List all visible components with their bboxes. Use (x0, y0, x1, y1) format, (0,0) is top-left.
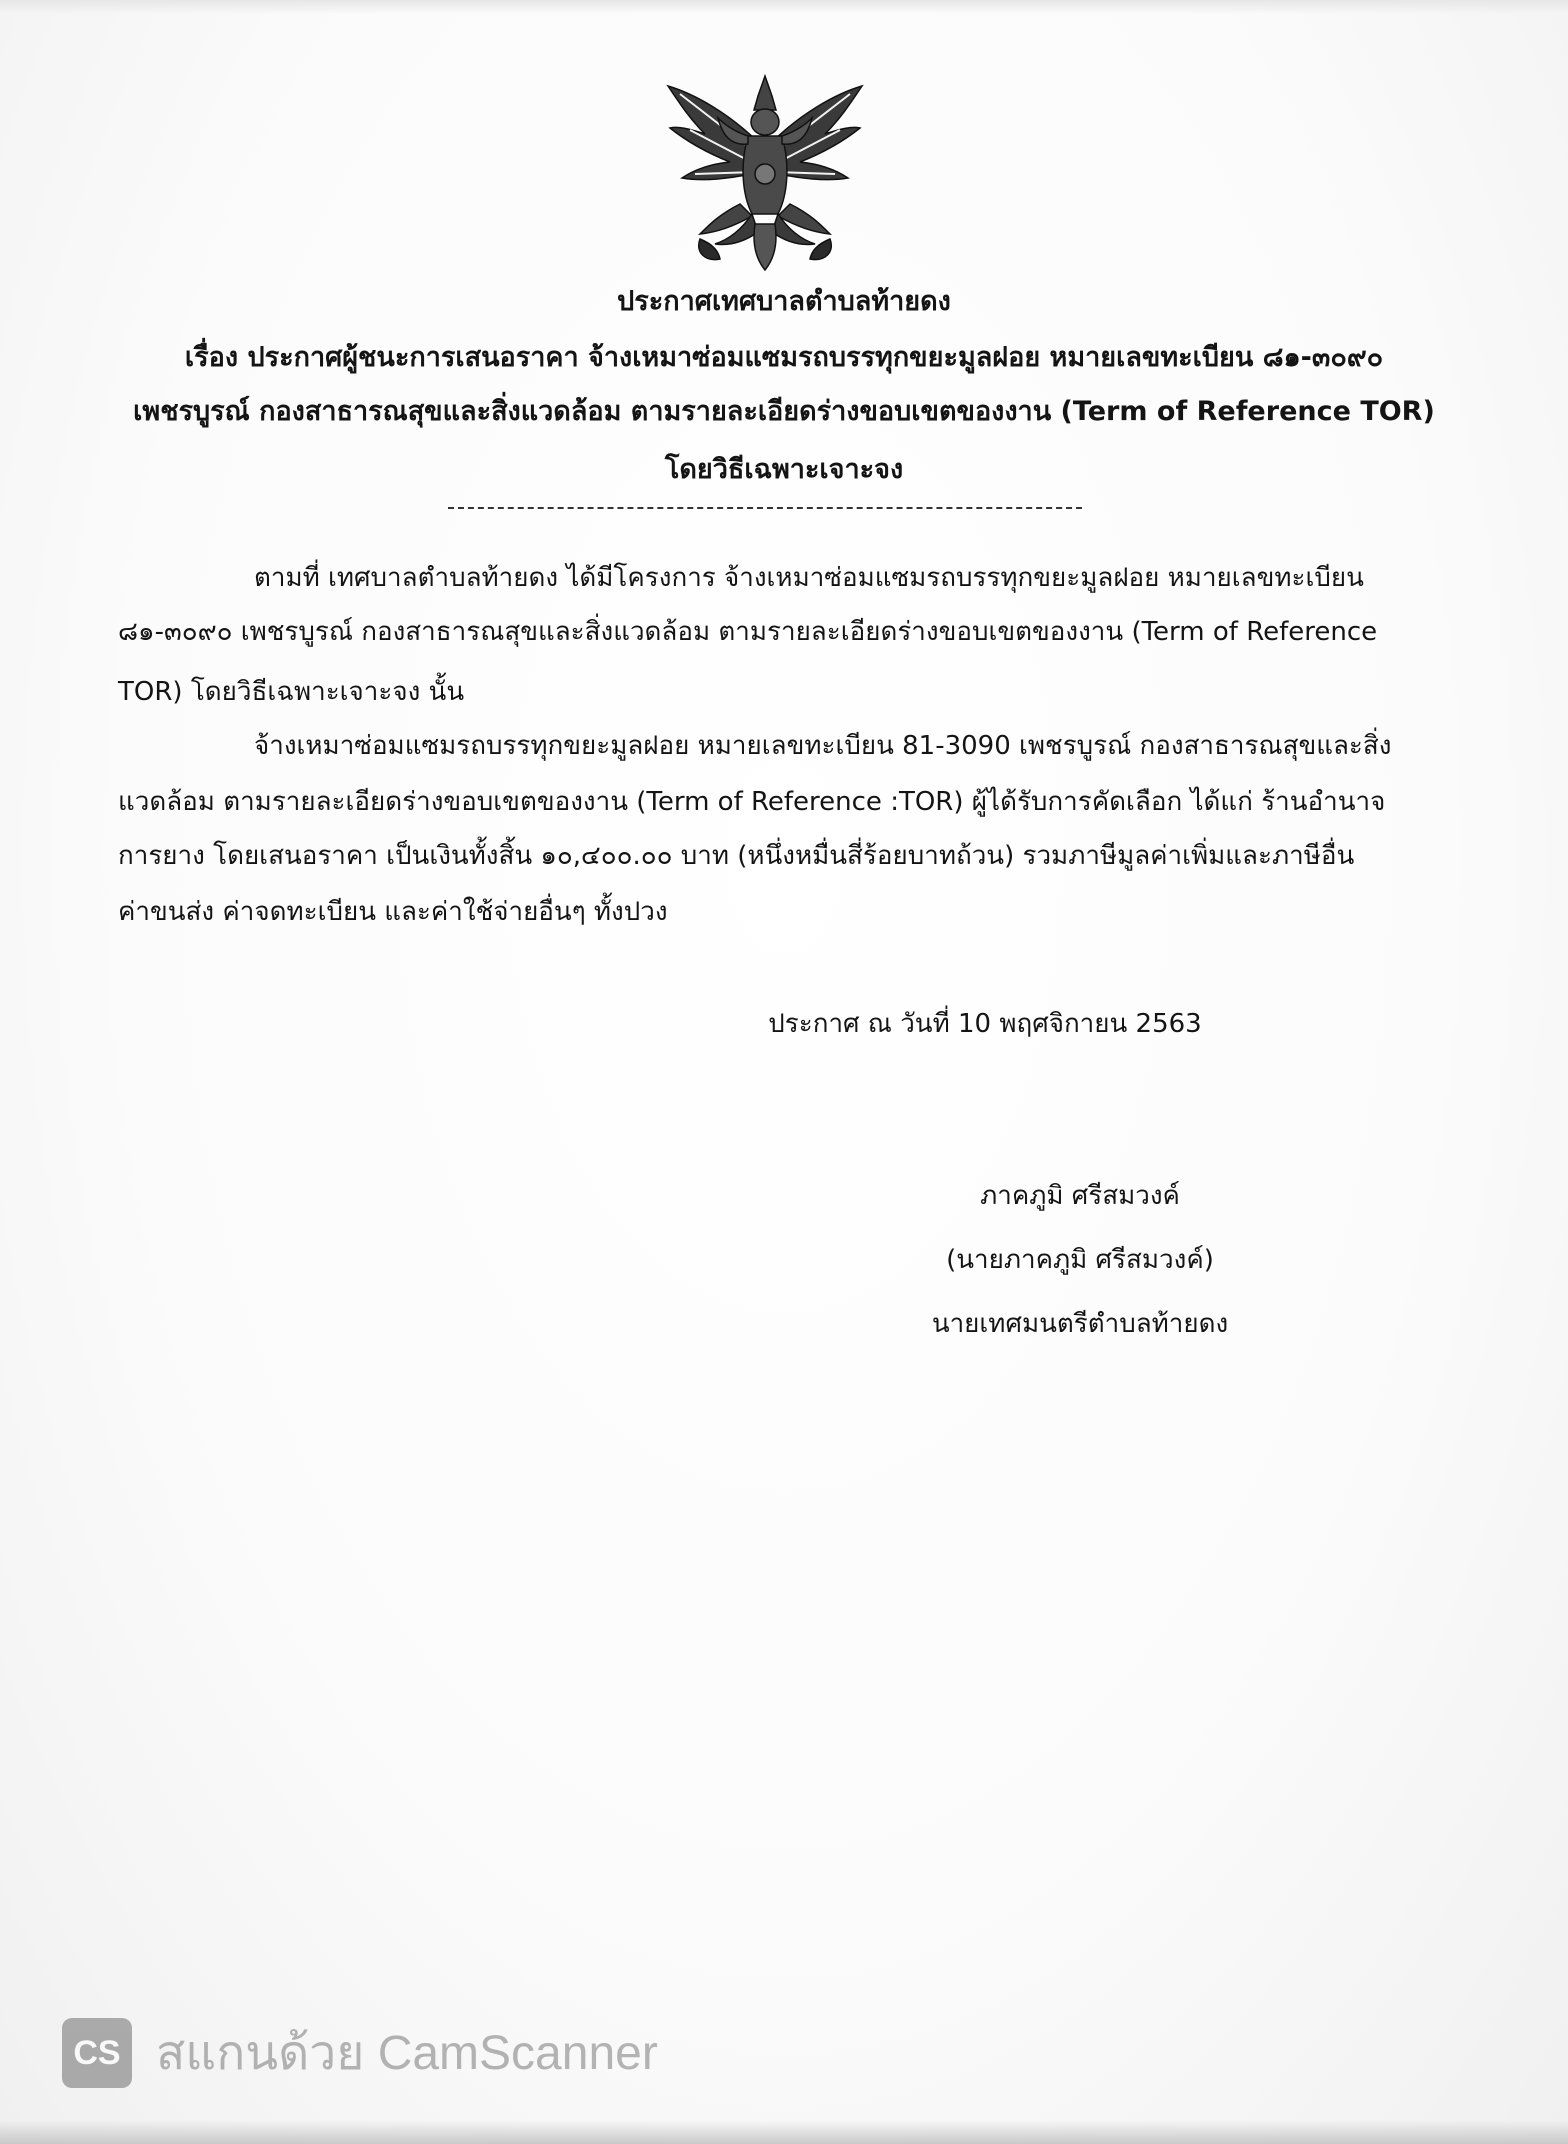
paragraph2-line-4: ค่าขนส่ง ค่าจดทะเบียน และค่าใช้จ่ายอื่นๆ ทั้งปวง (118, 897, 668, 927)
heading-divider (448, 507, 1082, 509)
camscanner-logo-icon (62, 2018, 132, 2088)
subject-line-3: โดยวิธีเฉพาะเจาะจง (664, 454, 904, 485)
paragraph2-line-1: จ้างเหมาซ่อมแซมรถบรรทุกขยะมูลฝอย หมายเลขทะเบียน 81-3090 เพชรบูรณ์ กองสาธารณสุขและสิ่ง (254, 731, 1392, 761)
camscanner-watermark (62, 2016, 658, 2090)
announcement-date: ประกาศ ณ วันที่ 10 พฤศจิกายน 2563 (768, 1009, 1202, 1039)
subject-line-1: เรื่อง ประกาศผู้ชนะการเสนอราคา จ้างเหมาซ่อมแซมรถบรรทุกขยะมูลฝอย หมายเลขทะเบียน ๘๑-๓๐๙๐ (184, 342, 1384, 373)
garuda-emblem-icon (660, 74, 870, 274)
paragraph2-line-3: การยาง โดยเสนอราคา เป็นเงินทั้งสิ้น ๑๐,๔๐๐.๐๐ บาท (หนึ่งหมื่นสี่ร้อยบาทถ้วน) รวมภาษีมูลค่าเพิ่มและภาษีอื่น (118, 841, 1355, 871)
paragraph1-line-3: TOR) โดยวิธีเฉพาะเจาะจง นั้น (118, 677, 465, 707)
paragraph2-line-2: แวดล้อม ตามรายละเอียดร่างขอบเขตของงาน (Term of Reference :TOR) ผู้ได้รับการคัดเลือก ได้แก่ ร้านอำนาจ (118, 787, 1386, 817)
signature-name: ภาคภูมิ ศรีสมวงค์ (980, 1181, 1180, 1211)
camscanner-logo-text: CS (73, 2033, 121, 2072)
paragraph1-line-2: ๘๑-๓๐๙๐ เพชรบูรณ์ กองสาธารณสุขและสิ่งแวดล้อม ตามรายละเอียดร่างขอบเขตของงาน (Term of Reference (118, 617, 1378, 647)
scan-bottom-shadow (0, 2120, 1568, 2144)
signatory-full-name: (นายภาคภูมิ ศรีสมวงค์) (946, 1245, 1214, 1275)
subject-line-2: เพชรบูรณ์ กองสาธารณสุขและสิ่งแวดล้อม ตามรายละเอียดร่างขอบเขตของงาน (Term of Reference TOR) (133, 396, 1435, 427)
camscanner-watermark-text: สแกนด้วย CamScanner (156, 2027, 658, 2080)
paragraph1-line-1: ตามที่ เทศบาลตำบลท้ายดง ได้มีโครงการ จ้างเหมาซ่อมแซมรถบรรทุกขยะมูลฝอย หมายเลขทะเบียน (254, 563, 1364, 593)
signatory-position: นายเทศมนตรีตำบลท้ายดง (931, 1309, 1229, 1339)
scan-top-shadow (0, 0, 1568, 14)
announcement-title: ประกาศเทศบาลตำบลท้ายดง (617, 286, 951, 317)
